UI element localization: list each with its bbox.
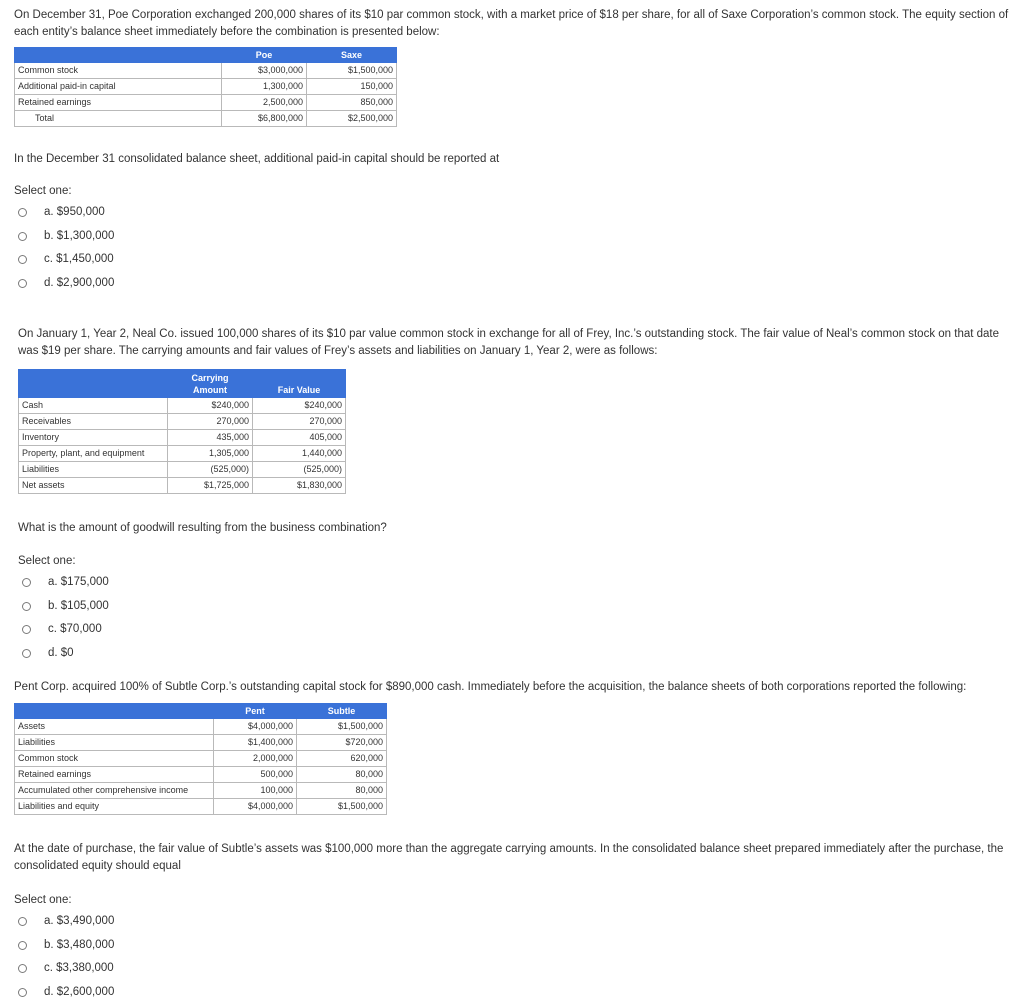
row-label: Common stock bbox=[15, 751, 214, 767]
q1-options bbox=[18, 204, 218, 299]
cell-value: $240,000 bbox=[253, 398, 346, 414]
cell-value: 150,000 bbox=[307, 79, 397, 95]
q2-question: What is the amount of goodwill resulting from the business combination? bbox=[18, 522, 387, 534]
cell-value: 2,500,000 bbox=[222, 95, 307, 111]
q2-header-blank bbox=[19, 370, 168, 398]
cell-value: $1,500,000 bbox=[297, 719, 387, 735]
row-label: Common stock bbox=[15, 63, 222, 79]
row-label: Net assets bbox=[19, 478, 168, 494]
q3-options bbox=[18, 913, 218, 1005]
q3-option-a[interactable] bbox=[18, 913, 114, 929]
table-row bbox=[15, 783, 387, 799]
table-row bbox=[15, 79, 397, 95]
option-label: d. $2,900,000 bbox=[44, 277, 115, 289]
cell-value: 850,000 bbox=[307, 95, 397, 111]
q3-header-blank bbox=[15, 704, 214, 719]
cell-value: 270,000 bbox=[168, 414, 253, 430]
cell-value: $240,000 bbox=[168, 398, 253, 414]
cell-value: $1,500,000 bbox=[307, 63, 397, 79]
table-row bbox=[15, 111, 397, 127]
cell-value: $1,725,000 bbox=[168, 478, 253, 494]
option-label: b. $1,300,000 bbox=[44, 230, 115, 242]
row-label: Liabilities bbox=[19, 462, 168, 478]
table-row bbox=[15, 735, 387, 751]
q1-option-a[interactable] bbox=[18, 204, 105, 220]
row-label: Additional paid-in capital bbox=[15, 79, 222, 95]
q3-text: Pent Corp. acquired 100% of Subtle Corp.’s outstanding capital stock for $890,000 cash. Immediately before the acquisition, the balance sheets of both corporations reported the following: bbox=[14, 681, 967, 693]
table-row bbox=[15, 751, 387, 767]
cell-value: $6,800,000 bbox=[222, 111, 307, 127]
row-label: Liabilities bbox=[15, 735, 214, 751]
option-label: c. $1,450,000 bbox=[44, 253, 114, 265]
row-label: Total bbox=[15, 111, 222, 127]
cell-value: 270,000 bbox=[253, 414, 346, 430]
radio-icon[interactable] bbox=[18, 255, 27, 264]
q2-option-b[interactable] bbox=[22, 598, 109, 614]
radio-icon[interactable] bbox=[18, 941, 27, 950]
cell-value: 2,000,000 bbox=[214, 751, 297, 767]
cell-value: $1,400,000 bbox=[214, 735, 297, 751]
radio-icon[interactable] bbox=[22, 649, 31, 658]
q2-option-c[interactable] bbox=[22, 621, 102, 637]
q2-assets-table bbox=[18, 369, 346, 494]
table-row bbox=[15, 799, 387, 815]
table-row bbox=[15, 767, 387, 783]
row-label: Cash bbox=[19, 398, 168, 414]
cell-value: 1,300,000 bbox=[222, 79, 307, 95]
q3-option-d[interactable] bbox=[18, 984, 114, 1000]
q2-options bbox=[22, 574, 222, 669]
option-label: d. $0 bbox=[48, 647, 74, 659]
table-row bbox=[19, 430, 346, 446]
row-label: Retained earnings bbox=[15, 95, 222, 111]
q3-header-pent: Pent bbox=[214, 704, 297, 719]
cell-value: $1,830,000 bbox=[253, 478, 346, 494]
option-label: b. $105,000 bbox=[48, 600, 109, 612]
q2-header-carrying-line2: Amount bbox=[193, 384, 227, 395]
row-label: Receivables bbox=[19, 414, 168, 430]
q2-option-a[interactable] bbox=[22, 574, 109, 590]
cell-value: 80,000 bbox=[297, 767, 387, 783]
table-row bbox=[19, 446, 346, 462]
row-label: Assets bbox=[15, 719, 214, 735]
table-row bbox=[19, 414, 346, 430]
cell-value: 100,000 bbox=[214, 783, 297, 799]
q3-option-b[interactable] bbox=[18, 937, 114, 953]
row-label: Liabilities and equity bbox=[15, 799, 214, 815]
radio-icon[interactable] bbox=[22, 625, 31, 634]
cell-value: (525,000) bbox=[168, 462, 253, 478]
q1-option-d[interactable] bbox=[18, 275, 114, 291]
option-label: d. $2,600,000 bbox=[44, 986, 115, 998]
q1-question: In the December 31 consolidated balance sheet, additional paid-in capital should be reported at bbox=[14, 153, 500, 165]
cell-value: 500,000 bbox=[214, 767, 297, 783]
row-label: Retained earnings bbox=[15, 767, 214, 783]
radio-icon[interactable] bbox=[18, 232, 27, 241]
q1-header-poe: Poe bbox=[222, 48, 307, 63]
option-label: a. $3,490,000 bbox=[44, 915, 115, 927]
table-row bbox=[15, 719, 387, 735]
q3-question: At the date of purchase, the fair value of Subtle’s assets was $100,000 more than the aggregate carrying amounts. In the consolidated balance sheet prepared immediately after the purchase, the consolidated equity should equal bbox=[14, 843, 1004, 872]
q2-header-carrying-line1: Carrying bbox=[191, 372, 229, 383]
q1-equity-table bbox=[14, 47, 397, 127]
cell-value: 1,440,000 bbox=[253, 446, 346, 462]
radio-icon[interactable] bbox=[22, 578, 31, 587]
option-label: b. $3,480,000 bbox=[44, 939, 115, 951]
q1-text: On December 31, Poe Corporation exchanged 200,000 shares of its $10 par common stock, with a market price of $18 per share, for all of Saxe Corporation’s common stock. The equity section of each entity’s balance sheet immediately before the combination is presented below: bbox=[14, 9, 1009, 38]
q2-header-carrying-amount bbox=[168, 370, 253, 398]
q2-text: On January 1, Year 2, Neal Co. issued 100,000 shares of its $10 par value common stock in exchange for all of Frey, Inc.’s outstanding stock. The fair value of Neal’s common stock on that date was $19 per share. The carrying amounts and fair values of Frey’s assets and liabilities on January 1, Year 2, were as follows: bbox=[18, 328, 1000, 357]
q1-option-c[interactable] bbox=[18, 251, 114, 267]
table-row bbox=[15, 95, 397, 111]
q1-header-saxe: Saxe bbox=[307, 48, 397, 63]
radio-icon[interactable] bbox=[22, 602, 31, 611]
cell-value: 80,000 bbox=[297, 783, 387, 799]
radio-icon[interactable] bbox=[18, 917, 27, 926]
q1-option-b[interactable] bbox=[18, 228, 114, 244]
cell-value: $4,000,000 bbox=[214, 719, 297, 735]
row-label: Property, plant, and equipment bbox=[19, 446, 168, 462]
cell-value: $720,000 bbox=[297, 735, 387, 751]
table-row bbox=[19, 478, 346, 494]
q3-option-c[interactable] bbox=[18, 960, 114, 976]
row-label: Inventory bbox=[19, 430, 168, 446]
radio-icon[interactable] bbox=[18, 279, 27, 288]
radio-icon[interactable] bbox=[18, 208, 27, 217]
cell-value: $4,000,000 bbox=[214, 799, 297, 815]
table-row bbox=[19, 398, 346, 414]
q2-select-label: Select one: bbox=[18, 555, 76, 567]
cell-value: (525,000) bbox=[253, 462, 346, 478]
q1-select-label: Select one: bbox=[14, 185, 72, 197]
table-row bbox=[15, 63, 397, 79]
cell-value: $1,500,000 bbox=[297, 799, 387, 815]
q2-option-d[interactable] bbox=[22, 645, 74, 661]
cell-value: $3,000,000 bbox=[222, 63, 307, 79]
table-row bbox=[19, 462, 346, 478]
cell-value: 435,000 bbox=[168, 430, 253, 446]
cell-value: $2,500,000 bbox=[307, 111, 397, 127]
option-label: a. $950,000 bbox=[44, 206, 105, 218]
q3-header-subtle: Subtle bbox=[297, 704, 387, 719]
row-label: Accumulated other comprehensive income bbox=[15, 783, 214, 799]
q1-header-blank bbox=[15, 48, 222, 63]
radio-icon[interactable] bbox=[18, 964, 27, 973]
option-label: a. $175,000 bbox=[48, 576, 109, 588]
option-label: c. $70,000 bbox=[48, 623, 102, 635]
q3-select-label: Select one: bbox=[14, 894, 72, 906]
cell-value: 620,000 bbox=[297, 751, 387, 767]
q3-balance-table bbox=[14, 703, 387, 815]
cell-value: 1,305,000 bbox=[168, 446, 253, 462]
cell-value: 405,000 bbox=[253, 430, 346, 446]
radio-icon[interactable] bbox=[18, 988, 27, 997]
q2-header-fair-value: Fair Value bbox=[253, 370, 346, 398]
option-label: c. $3,380,000 bbox=[44, 962, 114, 974]
